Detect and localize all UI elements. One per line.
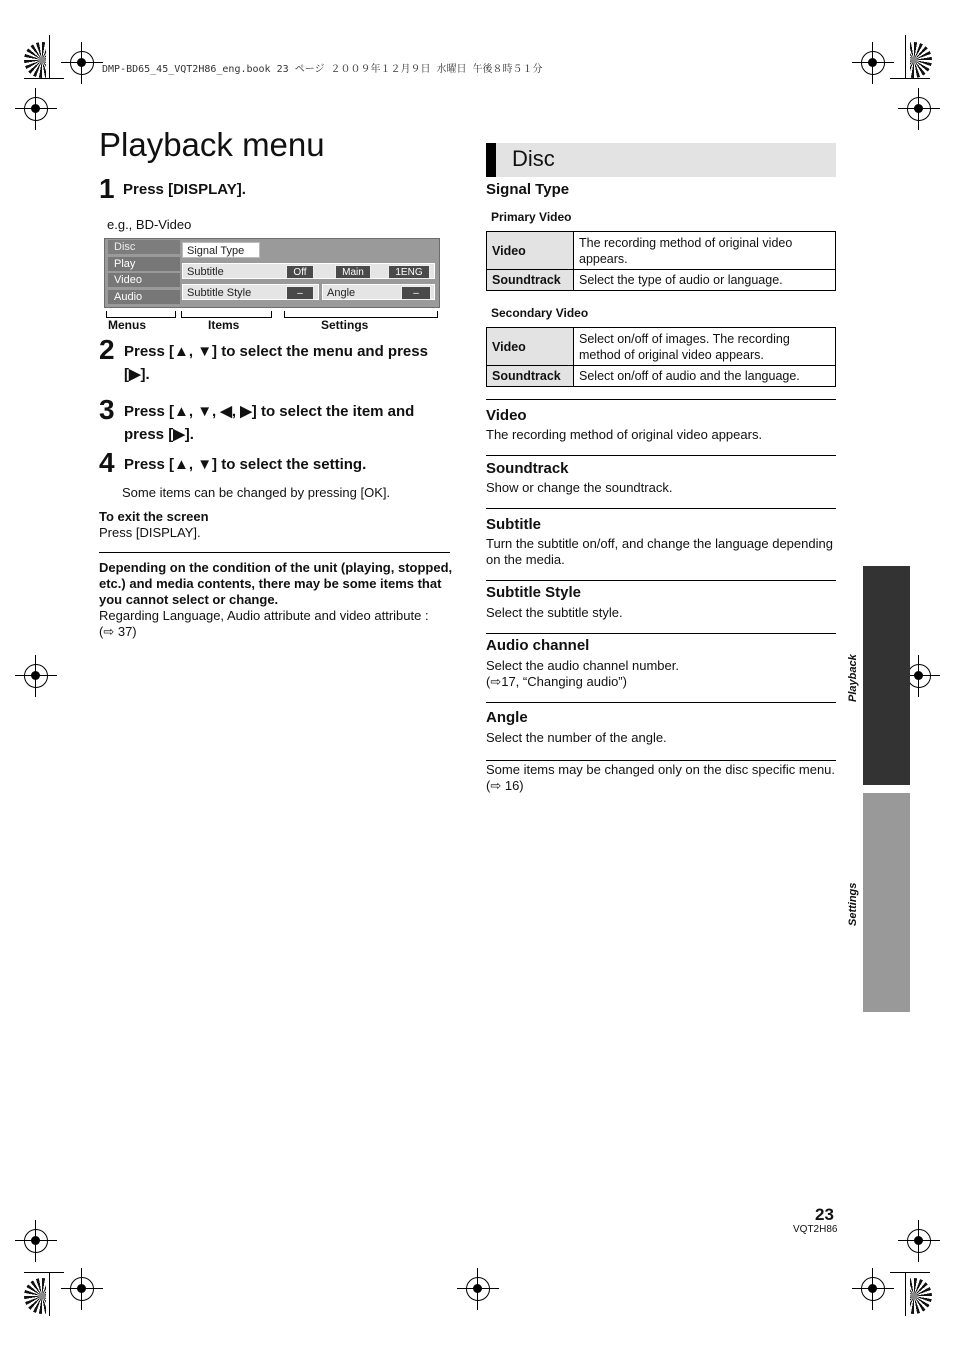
section-text: The recording method of original video appears.	[486, 427, 763, 442]
table-row	[487, 366, 836, 387]
table-key: Soundtrack	[487, 366, 574, 387]
disc-title: Disc	[512, 146, 555, 171]
divider	[486, 633, 836, 634]
disc-footer-note	[486, 762, 835, 794]
section-title: Angle	[486, 709, 528, 726]
text-line: Some items may be changed only on the disc specific menu.	[486, 762, 836, 777]
value-line: method of original video appears.	[579, 347, 764, 362]
menus-bracket	[106, 311, 176, 318]
table-value: Select on/off of audio and the language.	[574, 366, 836, 387]
primary-video-table	[486, 231, 836, 291]
page-title: Playback menu	[99, 126, 325, 163]
step-line: press [▶].	[124, 426, 194, 443]
step-1	[99, 173, 246, 205]
legend-items: Items	[208, 318, 240, 332]
step-4	[99, 449, 115, 477]
side-tab-settings-label: Settings	[847, 882, 859, 926]
registration-mark-icon	[70, 1277, 94, 1301]
item-label: Subtitle	[187, 266, 224, 278]
section-text: Select the subtitle style.	[486, 605, 623, 620]
step-number: 2	[99, 334, 115, 365]
subtitle-value[interactable]: Main	[335, 265, 371, 279]
color-bar-mark-icon	[24, 1278, 46, 1314]
step-4-note: Some items can be changed by pressing [OK].	[122, 485, 391, 500]
notice-line: Regarding Language, Audio attribute and video attribute :	[99, 608, 429, 623]
menu-audio[interactable]: Audio	[108, 290, 180, 304]
crop-mark	[49, 1272, 50, 1316]
table-row	[487, 270, 836, 291]
divider	[486, 455, 836, 456]
registration-mark-icon	[907, 1229, 931, 1253]
registration-mark-icon	[907, 97, 931, 121]
registration-mark-icon	[24, 97, 48, 121]
crop-mark	[890, 78, 930, 79]
divider	[99, 552, 450, 553]
step-number: 4	[99, 447, 115, 478]
divider	[486, 760, 836, 761]
secondary-video-label: Secondary Video	[491, 306, 589, 320]
value-line: appears.	[579, 251, 628, 266]
side-tab-playback	[863, 566, 910, 785]
registration-mark-icon	[70, 51, 94, 75]
registration-mark-icon	[24, 664, 48, 688]
color-bar-mark-icon	[24, 42, 46, 78]
divider	[486, 399, 836, 400]
step-3	[99, 396, 115, 424]
text-line: (⇨ 16)	[486, 778, 524, 793]
example-label: e.g., BD-Video	[107, 217, 192, 232]
crop-mark	[905, 35, 906, 79]
item-label: Subtitle Style	[187, 287, 252, 299]
notice-line: etc.) and media contents, there may be some items that	[99, 576, 442, 591]
table-row	[487, 328, 836, 366]
table-value	[574, 328, 836, 366]
value-line: The recording method of original video	[579, 235, 793, 250]
subtitle-style-value[interactable]: –	[286, 286, 314, 300]
registration-mark-icon	[861, 51, 885, 75]
notice-line: (⇨ 37)	[99, 624, 137, 639]
step-line: Press [▲, ▼] to select the menu and press	[124, 343, 428, 360]
item-label: Angle	[327, 287, 356, 299]
page-number: 23	[815, 1205, 834, 1224]
menu-play[interactable]: Play	[108, 257, 180, 271]
side-tab-playback-label: Playback	[847, 654, 859, 702]
step-text: Press [▲, ▼] to select the setting.	[124, 456, 367, 473]
settings-bracket	[284, 311, 438, 318]
step-number: 3	[99, 394, 115, 425]
step-number: 1	[99, 173, 115, 204]
table-value	[574, 232, 836, 270]
disc-section-header	[486, 143, 836, 177]
registration-mark-icon	[907, 664, 931, 688]
signal-type-heading: Signal Type	[486, 181, 570, 198]
section-title: Subtitle Style	[486, 584, 582, 601]
menu-video[interactable]: Video	[108, 273, 180, 287]
subtitle-value[interactable]: Off	[286, 265, 314, 279]
doc-code: VQT2H86	[793, 1224, 838, 1235]
table-key: Video	[487, 232, 574, 270]
notice-line: Depending on the condition of the unit (playing, stopped,	[99, 560, 453, 575]
item-signal-type[interactable]: Signal Type	[182, 242, 260, 258]
notice-block	[99, 560, 454, 640]
section-text: Show or change the soundtrack.	[486, 480, 673, 495]
text-line: Turn the subtitle on/off, and change the language depending	[486, 536, 833, 551]
table-row	[487, 232, 836, 270]
legend-settings: Settings	[321, 318, 369, 332]
color-bar-mark-icon	[910, 1278, 932, 1314]
table-key: Video	[487, 328, 574, 366]
crop-mark	[49, 35, 50, 79]
crop-mark	[24, 1272, 64, 1273]
angle-value[interactable]: –	[401, 286, 431, 300]
exit-heading: To exit the screen	[99, 509, 209, 524]
secondary-video-table	[486, 327, 836, 387]
items-bracket	[181, 311, 272, 318]
step-text: Press [DISPLAY].	[123, 181, 246, 198]
table-key: Soundtrack	[487, 270, 574, 291]
table-value: Select the type of audio or language.	[574, 270, 836, 291]
legend-menus: Menus	[108, 318, 147, 332]
section-title: Audio channel	[486, 637, 590, 654]
text-line: Select the audio channel number.	[486, 658, 679, 673]
file-header-line: DMP-BD65_45_VQT2H86_eng.book 23 ページ ２００９年１２月９日 水曜日 午後８時５１分	[102, 64, 543, 75]
header-bar	[486, 143, 496, 177]
section-text	[486, 536, 836, 568]
step-line: Press [▲, ▼, ◀, ▶] to select the item and	[124, 403, 415, 420]
step-text	[124, 340, 428, 386]
section-title: Video	[486, 407, 527, 424]
step-2	[99, 336, 115, 364]
text-line: on the media.	[486, 552, 565, 567]
onscreen-menu	[104, 238, 440, 308]
section-text	[486, 658, 679, 690]
crop-mark	[890, 1272, 930, 1273]
color-bar-mark-icon	[910, 42, 932, 78]
divider	[486, 508, 836, 509]
divider	[486, 580, 836, 581]
section-title: Subtitle	[486, 516, 541, 533]
registration-mark-icon	[24, 1229, 48, 1253]
notice-line: you cannot select or change.	[99, 592, 279, 607]
value-line: Select on/off of images. The recording	[579, 331, 790, 346]
side-tab-settings	[863, 793, 910, 1012]
section-text: Select the number of the angle.	[486, 730, 667, 745]
step-text	[124, 400, 414, 446]
divider	[486, 702, 836, 703]
registration-mark-icon	[861, 1277, 885, 1301]
text-line: (⇨17, “Changing audio”)	[486, 674, 627, 689]
primary-video-label: Primary Video	[491, 210, 572, 224]
section-title: Soundtrack	[486, 460, 569, 477]
exit-text: Press [DISPLAY].	[99, 525, 201, 540]
registration-mark-icon	[466, 1277, 490, 1301]
crop-mark	[24, 78, 64, 79]
menu-disc[interactable]: Disc	[108, 240, 180, 254]
step-line: [▶].	[124, 366, 150, 383]
subtitle-value[interactable]: 1ENG	[388, 265, 430, 279]
crop-mark	[905, 1272, 906, 1316]
